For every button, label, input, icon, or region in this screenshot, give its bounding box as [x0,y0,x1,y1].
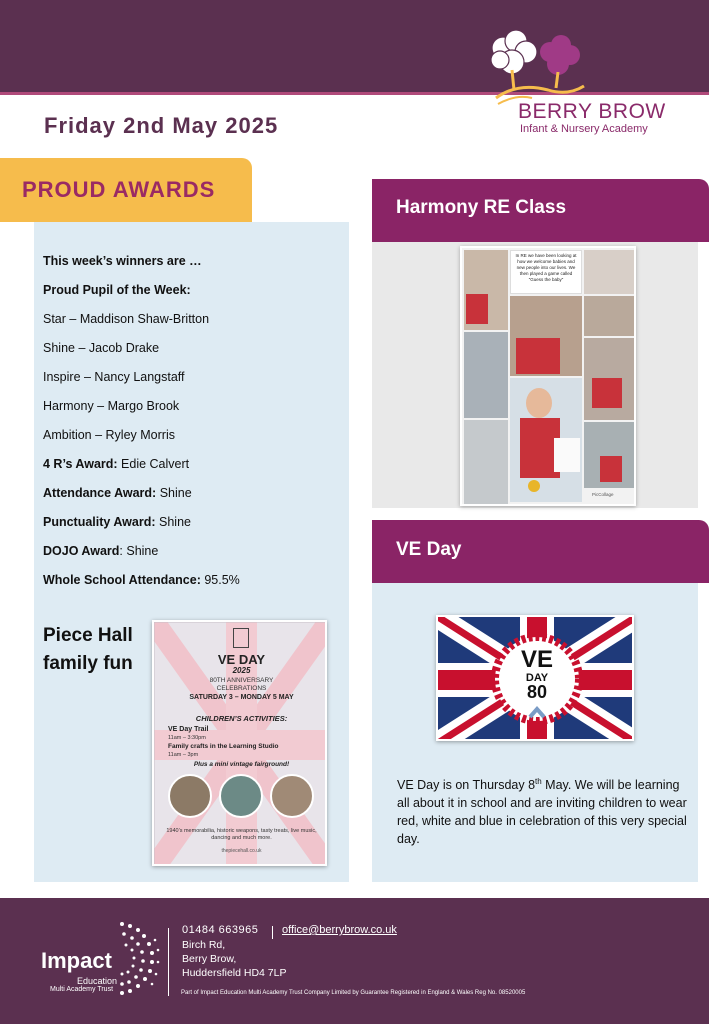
collage-photo-detail [600,456,622,482]
collage-photo-detail [592,378,622,408]
poster-sub1: 80TH ANNIVERSARY [209,677,274,684]
poster-title: VE DAY [217,652,266,667]
award-shine: Shine – Jacob Drake [43,341,160,355]
school-subtitle: Infant & Nursery Academy [520,123,648,135]
poster-trail-time: 11am – 3:30pm [168,735,206,741]
footer-legal-text: Part of Impact Education Multi Academy Trust Company Limited by Guarantee Registered in England & Wales Reg No. 08520005 [181,990,526,996]
footer-phone[interactable]: 01484 663965 [182,924,259,936]
poster-sub2: CELEBRATIONS [216,685,267,692]
poster-photo-1 [168,774,212,818]
poster-crafts: Family crafts in the Learning Studio [168,743,279,750]
impact-wordmark: Impact [41,948,112,973]
piece-hall-title: Piece Hall family fun [43,625,133,674]
ve-day-text: VE Day is on Thursday 8th May. We will be learning all about it in school and are inviting children to wear red, white and blue in celebration of this very special day. [397,777,687,847]
collage-photo [584,296,634,336]
footer-divider [168,928,169,996]
badge-ve: VE [520,646,553,673]
collage-credit: PicCollage [592,492,614,497]
award-dojo: DOJO Award: Shine [43,544,159,558]
award-whole-school-attendance: Whole School Attendance: 95.5% [43,573,240,587]
awards-intro: This week’s winners are … [43,254,202,268]
awards-title: PROUD AWARDS [22,177,216,202]
piece-hall-poster [152,620,327,866]
footer-address-line-3: Huddersfield HD4 7LP [182,967,287,979]
collage-sticker-icon [528,480,540,492]
ve-day-80-flag [436,615,634,741]
awards-pupil-heading: Proud Pupil of the Week: [43,283,191,297]
collage-photo [464,332,508,418]
award-punctuality: Punctuality Award: Shine [43,515,191,529]
award-ambition: Ambition – Ryley Morris [43,428,175,442]
award-star: Star – Maddison Shaw-Britton [43,312,210,326]
poster-photo-2 [219,774,263,818]
collage-boy-face [526,388,552,418]
piece-hall-logo-icon [233,628,249,648]
poster-site: thepiecehall.co.uk [221,848,262,854]
footer-separator [272,926,273,939]
footer-address-line-2: Berry Brow, [182,953,237,965]
poster-trail: VE Day Trail [168,726,209,733]
collage-photo [584,250,634,294]
collage-caption: In RE we have been looking at how we welcome babies and new people into our lives. We then played a game called “Guess the baby” [510,250,582,294]
poster-photo-3 [270,774,314,818]
harmony-photo-collage [460,246,636,506]
poster-fair: Plus a mini vintage fairground! [193,761,290,768]
badge-day: DAY [525,672,549,684]
poster-crafts-time: 11am – 3pm [168,752,199,758]
newsletter-date: Friday 2nd May 2025 [44,113,279,138]
badge-80: 80 [526,682,548,702]
impact-education-label: Education [77,976,118,986]
poster-bottom-text: 1940’s memorabilia, historic weapons, tasty treats, live music, dancing and much more. [166,828,317,841]
impact-mat-label: Multi Academy Trust [50,986,114,993]
award-harmony: Harmony – Margo Brook [43,399,180,413]
poster-activities-heading: CHILDREN’S ACTIVITIES: [195,714,288,723]
ve-day-title: VE Day [396,539,462,560]
impact-dots-logo-icon [108,920,160,998]
poster-year: 2025 [232,666,251,675]
award-attendance: Attendance Award: Shine [43,486,192,500]
collage-boy-paper [554,438,580,472]
poster-dates: SATURDAY 3 – MONDAY 5 MAY [189,694,294,701]
collage-photo-detail [516,338,560,374]
collage-photo [464,420,508,504]
school-name: BERRY BROW [518,100,666,123]
harmony-title: Harmony RE Class [396,197,567,218]
footer-email-link[interactable]: office@berrybrow.co.uk [282,924,397,936]
collage-photo-detail [466,294,488,324]
footer-address-line-1: Birch Rd, [182,939,226,951]
award-inspire: Inspire – Nancy Langstaff [43,370,185,384]
award-4rs: 4 R’s Award: Edie Calvert [43,457,190,471]
